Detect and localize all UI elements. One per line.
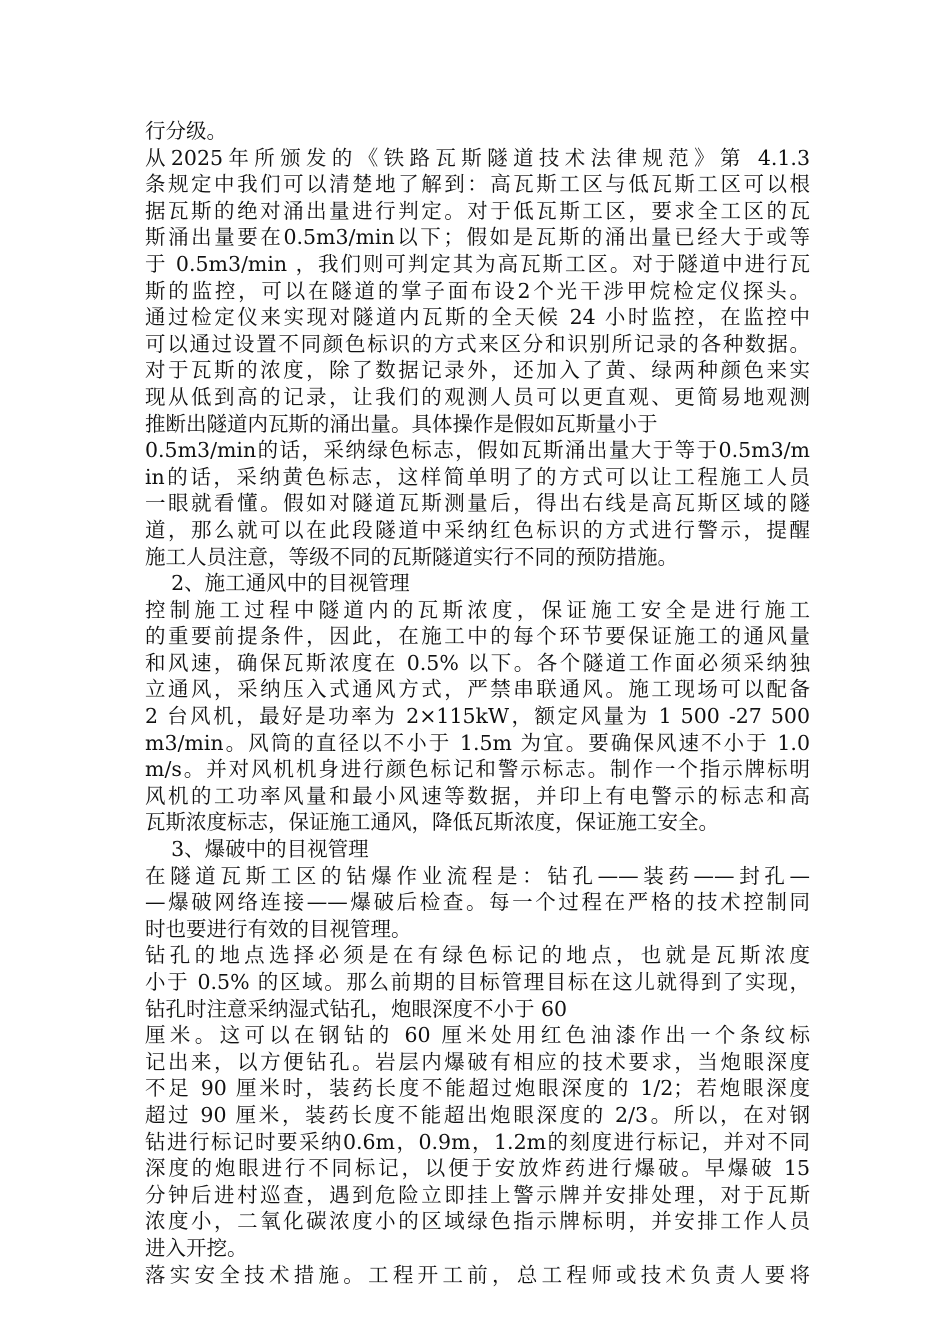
text-line: 推断出隧道内瓦斯的涌出量。具体操作是假如瓦斯量小于 (145, 411, 658, 436)
text-line: 立通风，采纳压入式通风方式，严禁串联通风。施工现场可以配备 (145, 677, 810, 702)
text-line: 瓦斯浓度标志，保证施工通风，降低瓦斯浓度，保证施工安全。 (145, 810, 719, 835)
text-line: 和风速，确保瓦斯浓度在 0.5% 以下。各个隧道工作面必须采纳独 (145, 650, 810, 675)
text-line: 3、爆破中的目视管理 (145, 837, 369, 862)
text-line: 于 0.5m3/min ，我们则可判定其为高瓦斯工区。对于隧道中进行瓦 (145, 251, 810, 276)
text-line: 2 台风机，最好是功率为 2×115kW，额定风量为 1 500 -27 500 (145, 704, 810, 729)
text-line: m3/min。风筒的直径以不小于 1.5m 为宜。要确保风速不小于 1.0 (145, 730, 810, 755)
text-line: 浓度小，二氧化碳浓度小的区域绿色指示牌标明，并安排工作人员 (145, 1209, 810, 1234)
text-line: 据瓦斯的绝对涌出量进行判定。对于低瓦斯工区，要求全工区的瓦 (145, 198, 810, 223)
text-line: 一眼就看懂。假如对隧道瓦斯测量后，得出右线是高瓦斯区域的隧 (145, 491, 810, 516)
text-line: 风机的工功率风量和最小风速等数据，并印上有电警示的标志和高 (145, 783, 810, 808)
text-line: 时也要进行有效的目视管理。 (145, 916, 412, 941)
text-line: 施工人员注意，等级不同的瓦斯隧道实行不同的预防措施。 (145, 544, 678, 569)
text-line: 2、施工通风中的目视管理 (145, 571, 410, 596)
text-line: 钻孔时注意采纳湿式钻孔，炮眼深度不小于 60 (145, 996, 568, 1021)
text-line: 进入开挖。 (145, 1235, 248, 1260)
text-line: 厘米。这可以在钢钻的 60 厘米处用红色油漆作出一个条纹标 (145, 1023, 810, 1048)
text-line: 分钟后进村巡查，遇到危险立即挂上警示牌并安排处理，对于瓦斯 (145, 1182, 810, 1207)
text-line: 道，那么就可以在此段隧道中采纳红色标识的方式进行警示，提醒 (145, 517, 810, 542)
text-line: 条规定中我们可以清楚地了解到：高瓦斯工区与低瓦斯工区可以根 (145, 172, 810, 197)
text-line: 斯涌出量要在0.5m3/min以下；假如是瓦斯的涌出量已经大于或等 (145, 225, 810, 250)
text-line: —爆破网络连接——爆破后检查。每一个过程在严格的技术控制同 (145, 890, 810, 915)
text-line: 落实安全技术措施。工程开工前，总工程师或技术负责人要将 (145, 1262, 810, 1287)
text-line: 钻进行标记时要采纳0.6m，0.9m，1.2m的刻度进行标记，并对不同 (145, 1129, 810, 1154)
text-line: 可以通过设置不同颜色标识的方式来区分和识别所记录的各种数据。 (145, 331, 810, 356)
text-line: 斯的监控，可以在隧道的掌子面布设2个光干涉甲烷检定仪探头。 (145, 278, 810, 303)
text-line: 0.5m3/min的话，采纳绿色标志，假如瓦斯涌出量大于等于0.5m3/m (145, 438, 810, 463)
text-line: 钻孔的地点选择必须是在有绿色标记的地点，也就是瓦斯浓度 (145, 943, 810, 968)
text-line: 通过检定仪来实现对隧道内瓦斯的全天候 24 小时监控，在监控中 (145, 305, 810, 330)
text-line: 在隧道瓦斯工区的钻爆作业流程是：钻孔——装药——封孔— (145, 863, 810, 888)
text-line: 现从低到高的记录，让我们的观测人员可以更直观、更简易地观测 (145, 384, 810, 409)
text-line: 的重要前提条件，因此，在施工中的每个环节要保证施工的通风量 (145, 624, 810, 649)
text-line: 行分级。 (145, 119, 227, 143)
text-line: 控制施工过程中隧道内的瓦斯浓度，保证施工安全是进行施工 (145, 597, 810, 622)
text-line: 深度的炮眼进行不同标记，以便于安放炸药进行爆破。早爆破 15 (145, 1156, 810, 1181)
text-line: in的话，采纳黄色标志，这样简单明了的方式可以让工程施工人员 (145, 464, 810, 489)
body-text (145, 118, 810, 1288)
text-line: 对于瓦斯的浓度，除了数据记录外，还加入了黄、绿两种颜色来实 (145, 358, 810, 383)
text-line: 从2025年所颁发的《铁路瓦斯隧道技术法律规范》第 4.1.3 (145, 145, 810, 170)
text-line: 不足 90 厘米时，装药长度不能超过炮眼深度的 1/2；若炮眼深度 (145, 1076, 810, 1101)
text-line: 超过 90 厘米，装药长度不能超出炮眼深度的 2/3。所以，在对钢 (145, 1102, 810, 1127)
text-line: m/s。并对风机机身进行颜色标记和警示标志。制作一个指示牌标明 (145, 757, 810, 782)
text-line: 小于 0.5% 的区域。那么前期的目标管理目标在这儿就得到了实现， (145, 970, 810, 994)
text-line: 记出来，以方便钻孔。岩层内爆破有相应的技术要求，当炮眼深度 (145, 1049, 810, 1074)
